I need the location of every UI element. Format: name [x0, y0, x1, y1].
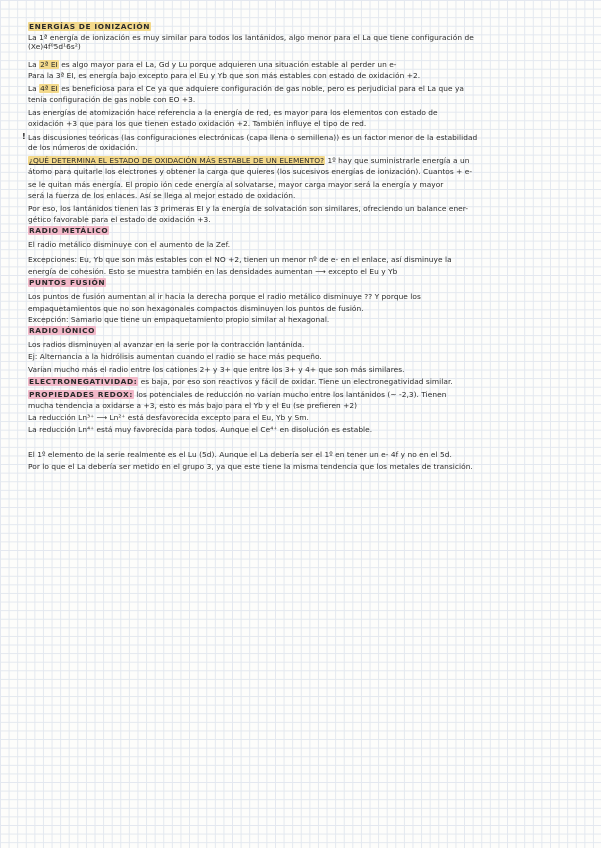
- note-line: Por eso, los lantánidos tienen las 3 primeras EI y la energía de solvatación son similares, ofreciendo un balance ener-: [28, 204, 469, 213]
- note-line: energía de cohesión. Esto se muestra también en las densidades aumentan ⟶ excepto el Eu y Yb: [28, 267, 398, 276]
- note-line: mucha tendencia a oxidarse a +3, esto es más bajo para el Yb y el Eu (se prefieren +2): [28, 401, 358, 410]
- note-line: (Xe)4f⁰5d¹6s²): [28, 42, 81, 51]
- note-line: La reducción Ln³⁺ ⟶ Ln²⁺ está desfavorecida excepto para el Eu, Yb y Sm.: [28, 413, 309, 422]
- note-line: Las discusiones teóricas (las configuraciones electrónicas (capa llena o semillena)) es un factor menor de la estabilidad: [28, 133, 478, 142]
- note-line: Para la 3ª EI, es energía bajo excepto para el Eu y Yb que son más estables con estado de oxidación +2.: [28, 71, 421, 80]
- note-line: Excepción: Samario que tiene un empaquetamiento propio similar al hexagonal.: [28, 315, 330, 324]
- note-line: La 1ª energía de ionización es muy similar para todos los lantánidos, algo menor para el La que tiene configuración de: [28, 33, 474, 42]
- heading-metallic-radius: RADIO METÁLICO: [29, 226, 109, 235]
- note-line: gético favorable para el estado de oxidación +3.: [28, 215, 211, 224]
- note-line: La reducción Ln⁴⁺ está muy favorecida para todos. Aunque el Ce⁴⁺ en disolución es estable.: [28, 425, 373, 434]
- note-line: se le quitan más energía. El propio ión cede energía al solvatarse, mayor carga mayor será la energía y mayor: [28, 180, 444, 189]
- note-line: El 1º elemento de la serie realmente es el Lu (5d). Aunque el La debería ser el 1º en tener un e- 4f y no en el 5d.: [28, 450, 452, 459]
- note-line: tenía configuración de gas noble con EO +3.: [28, 95, 196, 104]
- note-line: de los números de oxidación.: [28, 143, 138, 152]
- note-line: empaquetamientos que no son hexagonales compactos disminuyen los puntos de fusión.: [28, 304, 364, 313]
- note-electronegativity-line: ELECTRONEGATIVIDAD: es baja, por eso son reactivos y fácil de oxidar. Tiene un electronegatividad similar.: [29, 377, 453, 386]
- note-line: La 2ª EI es algo mayor para el La, Gd y Lu porque adquieren una situación estable al perder un e-: [28, 60, 397, 69]
- note-question-line: ¿QUÉ DETERMINA EL ESTADO DE OXIDACIÓN MÁS ESTABLE DE UN ELEMENTO? 1º hay que suministrarle energía a un: [29, 156, 470, 165]
- heading-ionization-energies: ENERGÍAS DE IONIZACIÓN: [29, 22, 151, 31]
- note-line: Excepciones: Eu, Yb que son más estables con el NO +2, tienen un menor nº de e- en el enlace, así disminuye la: [28, 255, 452, 264]
- note-redox-line: PROPIEDADES REDOX: los potenciales de reducción no varían mucho entre los lantánidos (~ -2,3). Tienen: [29, 390, 447, 399]
- exclamation-icon: !: [22, 132, 26, 141]
- note-line: átomo para quitarle los electrones y obtener la carga que quieres (los sucesivos energías de ionización). Cuantos + e-: [28, 167, 473, 176]
- heading-melting-points: PUNTOS FUSIÓN: [29, 278, 106, 287]
- note-line: Varían mucho más el radio entre los cationes 2+ y 3+ que entre los 3+ y 4+ que son más similares.: [28, 365, 405, 374]
- note-line: La 4ª EI es beneficiosa para el Ce ya que adquiere configuración de gas noble, pero es perjudicial para el La que ya: [28, 84, 464, 93]
- note-line: oxidación +3 que para los que tienen estado oxidación +2. También influye el tipo de red.: [28, 119, 367, 128]
- note-line: Ej: Alternancia a la hidrólisis aumentan cuando el radio se hace más pequeño.: [28, 352, 322, 361]
- heading-ionic-radius: RADIO IÓNICO: [29, 326, 96, 335]
- note-line: será la fuerza de los enlaces. Así se llega al mejor estado de oxidación.: [28, 191, 296, 200]
- note-line: Los radios disminuyen al avanzar en la serie por la contracción lantánida.: [28, 340, 305, 349]
- note-line: El radio metálico disminuye con el aumento de la Zef.: [28, 240, 231, 249]
- blank-line: [28, 436, 588, 445]
- note-line: Las energías de atomización hace referencia a la energía de red, es mayor para los elementos con estado de: [28, 108, 438, 117]
- note-line: Por lo que el La debería ser metido en el grupo 3, ya que este tiene la misma tendencia que los metales de transición.: [28, 462, 473, 471]
- note-line: Los puntos de fusión aumentan al ir hacia la derecha porque el radio metálico disminuye ?? Y porque los: [28, 292, 421, 301]
